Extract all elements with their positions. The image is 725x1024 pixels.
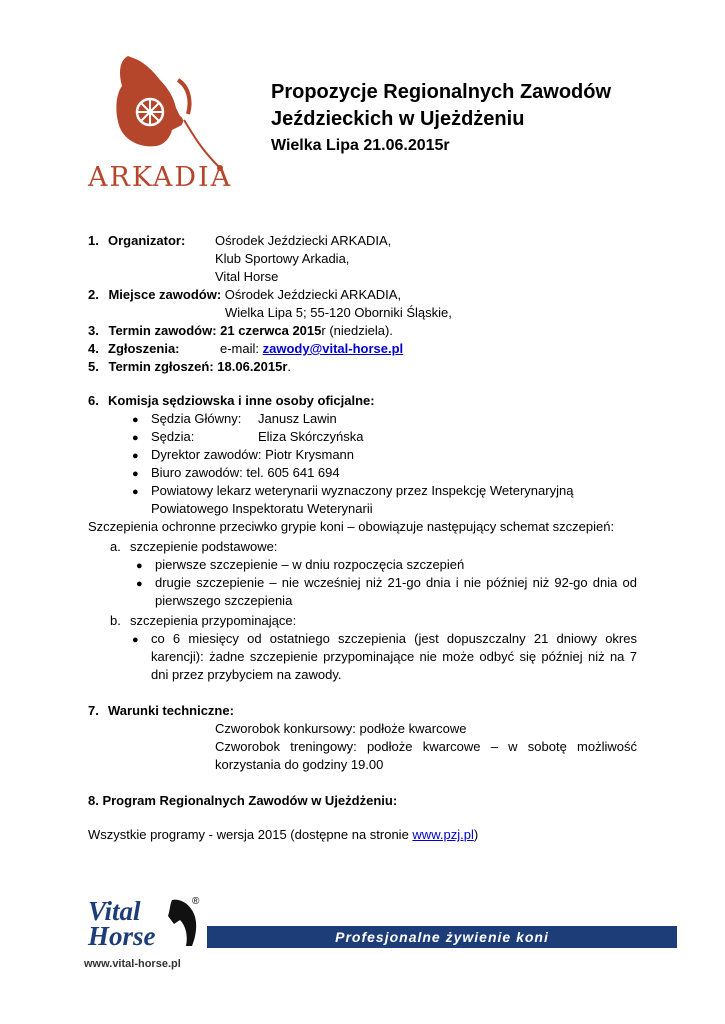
program-text: Wszystkie programy - wersja 2015 (dostępne na stronie [88,827,413,842]
deadline-label: Termin zgłoszeń: 18.06.2015r [108,359,288,374]
item-num-6: 6. [88,393,99,408]
program-text-row [88,826,478,844]
page-subtitle: Wielka Lipa 21.06.2015r [271,137,450,154]
arkadia-logo [80,50,250,200]
page-title-line2: Jeździeckich w Ujeżdżeniu [271,108,525,130]
entries-email-row [220,340,403,358]
list-label-b: b. [110,613,121,628]
bullet-icon: ● [132,486,139,498]
email-label: e-mail: [220,341,263,356]
logo-text: ARKADIA [88,162,233,193]
bullet-icon: ● [136,560,143,572]
venue-line1: Ośrodek Jeździecki ARKADIA, [221,287,402,302]
footer-slogan-bar [207,926,677,948]
program-heading: 8. Program Regionalnych Zawodów w Ujeżdżeniu: [88,793,398,808]
technical-line1: Czworobok konkursowy: podłoże kwarcowe [215,721,467,736]
vaccination-b-line2: karencji): żadne szczepienie przypominające nie może odbyć się później niż na 7 [151,649,637,664]
vaccination-a-item2-line1: drugie szczepienie – nie wcześniej niż 21-go dnia i nie później niż 92-go dnia od [155,575,637,590]
technical-heading: Warunki techniczne: [108,703,234,718]
item-num-7: 7. [88,703,99,718]
bullet-icon: ● [132,634,139,646]
bullet-icon: ● [132,468,139,480]
bullet-icon: ● [132,450,139,462]
deadline-suffix: . [287,359,292,374]
venue-row [88,286,401,304]
program-text-end: ) [473,827,479,842]
brand-line1: Vital [88,896,141,926]
vaccination-a-item2-line2: pierwszego szczepienia [155,593,293,608]
date-label: Termin zawodów: 21 czerwca 2015 [108,323,322,338]
chief-judge-label: Sędzia Główny: [151,411,242,426]
officials-heading: Komisja sędziowska i inne osoby oficjalne: [108,393,375,408]
director: Dyrektor zawodów: Piotr Krysmann [151,447,355,462]
footer-slogan: Profesjonalne żywienie koni [335,929,549,945]
technical-line3: korzystania do godziny 19.00 [215,757,384,772]
vaccination-b-line3: dni przez przybyciem na zawody. [151,667,342,682]
email-link[interactable]: zawody@vital-horse.pl [262,341,404,356]
brand-line2: Horse [88,921,156,951]
item-num-4: 4. [88,341,99,356]
item-num-1: 1. [88,233,99,248]
venue-label: Miejsce zawodów: [108,287,222,302]
registered-mark: ® [192,896,200,907]
date-row [88,322,393,340]
item-num-5: 5. [88,359,99,374]
page-title-line1: Propozycje Regionalnych Zawodów [271,81,612,103]
venue-line2: Wielka Lipa 5; 55-120 Oborniki Śląskie, [225,305,452,320]
vaccination-a-title: szczepienie podstawowe: [130,539,278,554]
footer-url: www.vital-horse.pl [84,958,181,970]
judge-name: Eliza Skórczyńska [258,429,364,444]
vital-horse-logo [84,896,209,976]
vaccination-b-title: szczepienia przypominające: [130,613,297,628]
organizer-line: Klub Sportowy Arkadia, [215,251,350,266]
pzj-link[interactable]: www.pzj.pl [412,827,474,842]
organizer-line: Ośrodek Jeździecki ARKADIA, [215,233,392,248]
vaccination-b-line1: co 6 miesięcy od ostatniego szczepienia (jest dopuszczalny 21 dniowy okres [151,631,637,646]
bullet-icon: ● [136,578,143,590]
vet-line1: Powiatowy lekarz weterynarii wyznaczony przez Inspekcję Weterynaryjną [151,483,574,498]
bullet-icon: ● [132,414,139,426]
date-suffix: r (niedziela). [321,323,393,338]
bullet-icon: ● [132,432,139,444]
deadline-row [88,358,291,376]
technical-line2: Czworobok treningowy: podłoże kwarcowe – w sobotę możliwość [215,739,637,754]
entries-label: Zgłoszenia: [108,341,180,356]
item-num-2: 2. [88,287,99,302]
list-label-a: a. [110,539,121,554]
vaccination-a-item1: pierwsze szczepienie – w dniu rozpoczęcia szczepień [155,557,465,572]
item-num-3: 3. [88,323,99,338]
vaccination-intro: Szczepienia ochronne przeciwko grypie koni – obowiązuje następujący schemat szczepień: [88,519,615,534]
office-phone: Biuro zawodów: tel. 605 641 694 [151,465,340,480]
vet-line2: Powiatowego Inspektoratu Weterynarii [151,501,373,516]
organizer-line: Vital Horse [215,269,279,284]
chief-judge-name: Janusz Lawin [258,411,337,426]
judge-label: Sędzia: [151,429,195,444]
organizer-label: Organizator: [108,233,186,248]
